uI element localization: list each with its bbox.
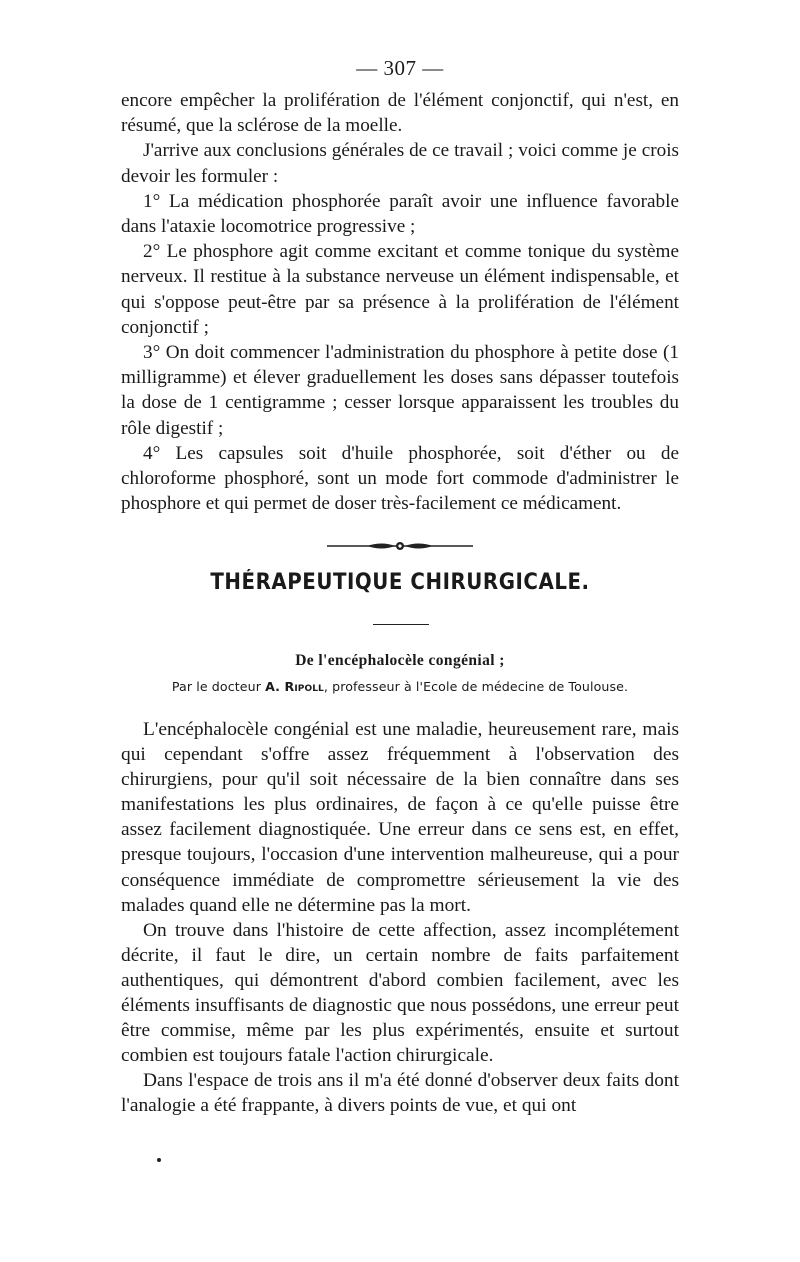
intro-paragraph-continuation: encore empêcher la prolifération de l'élément conjonctif, qui n'est, en résumé, que la sclérose de la moelle. xyxy=(121,90,679,137)
author-name: A. Ripoll xyxy=(265,679,324,694)
article-text xyxy=(121,717,679,1119)
section-title: THÉRAPEUTIQUE CHIRURGICALE. xyxy=(210,570,590,595)
conclusion-item-2: 2° Le phosphore agit comme excitant et comme tonique du système nerveux. Il restitue à la substance nerveuse un élément indispensable, et qui s'oppose peut-être par sa présence à la prolifération de l'élément conjonctif ; xyxy=(121,241,679,338)
byline-prefix: Par le docteur xyxy=(171,679,266,694)
article-title: De l'encéphalocèle congénial ; xyxy=(295,652,505,669)
conclusion-item-4: 4° Les capsules soit d'huile phosphorée, soit d'éther ou de chloroforme phosphoré, sont un mode fort commode d'administrer le phosphore et qui permet de doser très-facilement ce médicament. xyxy=(121,442,679,515)
conclusion-item-3: 3° On doit commencer l'administration du phosphore à petite dose (1 milligramme) et élever graduellement les doses sans dépasser toutefois la dose de 1 centigramme ; cesser lorsque apparaissent les troubles du rôle digestif ; xyxy=(121,342,679,439)
byline-suffix: , professeur à l'Ecole de médecine de Toulouse. xyxy=(323,679,629,694)
intro-paragraph-conclusions: J'arrive aux conclusions générales de ce travail ; voici comme je crois devoir les formuler : xyxy=(121,140,679,187)
article-paragraph-2: On trouve dans l'histoire de cette affection, assez incomplétement décrite, il faut le dire, un certain nombre de faits parfaitement authentiques, qui démontrent d'abord combien facilement, avec les éléments insuffisants de diagnostic que nous possédons, une erreur peut être commise, même par les plus expérimentés, ensuite et surtout combien est toujours fatale l'action chirurgicale. xyxy=(121,919,679,1067)
section-rule xyxy=(373,624,429,625)
ornament-divider-icon xyxy=(327,540,473,552)
intro-text xyxy=(121,88,679,516)
page-number: — 307 — xyxy=(356,56,444,80)
stray-ink-dot xyxy=(157,1158,161,1162)
article-byline xyxy=(0,679,800,694)
article-paragraph-1: L'encéphalocèle congénial est une maladie, heureusement rare, mais qui cependant s'offre assez fréquemment à l'observation des chirurgiens, pour qu'il soit nécessaire de la bien connaître dans ses manifestations les plus ordinaires, de façon à ce qu'elle puisse être assez facilement diagnostiquée. Une erreur dans ce sens est, en effet, presque toujours, l'occasion d'une intervention malheureuse, qui a pour conséquence immédiate de compromettre sérieusement la vie des malades quand elle ne détermine pas la mort. xyxy=(121,719,679,916)
conclusion-item-1: 1° La médication phosphorée paraît avoir une influence favorable dans l'ataxie locomotrice progressive ; xyxy=(121,190,679,238)
article-paragraph-3: Dans l'espace de trois ans il m'a été donné d'observer deux faits dont l'analogie a été frappante, à divers points de vue, et qui ont xyxy=(121,1070,679,1117)
